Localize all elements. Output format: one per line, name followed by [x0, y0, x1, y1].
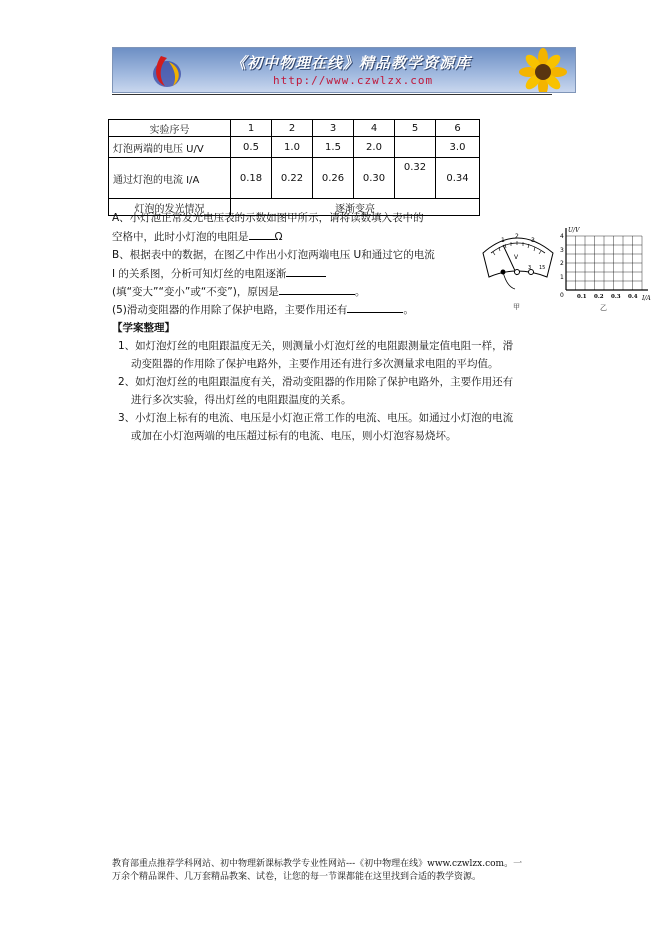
- graph-ytick: 2: [560, 260, 564, 267]
- graph-ylabel: U/V: [568, 227, 580, 234]
- sunflower-icon: [505, 48, 575, 92]
- ohm-unit: Ω: [274, 231, 283, 243]
- graph-origin: 0: [560, 292, 564, 299]
- table-cell: 0.32: [395, 158, 436, 199]
- table-cell: 灯泡两端的电压 U/V: [109, 137, 231, 158]
- question-b-line3: [112, 283, 365, 301]
- table-cell: 1: [231, 120, 272, 137]
- question-a-text: 空格中，此时小灯泡的电阻是: [112, 231, 249, 243]
- voltmeter-figure: [477, 225, 559, 311]
- table-cell: 0.22: [272, 158, 313, 199]
- answer-blank[interactable]: [279, 283, 355, 295]
- summary-p2-line2: 进行多次实验，得出灯丝的电阻跟温度的关系。: [131, 394, 352, 406]
- table-cell: 通过灯泡的电流 I/A: [109, 158, 231, 199]
- question-a-line2: [112, 228, 283, 246]
- table-cell: 实验序号: [109, 120, 231, 137]
- meter-label-right: 3: [531, 237, 535, 244]
- graph-grid: [566, 236, 642, 290]
- table-cell: 0.26: [313, 158, 354, 199]
- experiment-table: [108, 119, 480, 216]
- answer-blank[interactable]: [347, 301, 403, 313]
- logo-icon: [143, 48, 203, 92]
- question-5-text: (5)滑动变阻器的作用除了保护电路，主要作用还有: [112, 304, 348, 316]
- graph-ytick: 4: [560, 233, 564, 240]
- table-cell: 逐渐变亮: [231, 199, 480, 216]
- footer-line1: 教育部重点推荐学科网站、初中物理新课标教学专业性网站---《初中物理在线》www.czwlzx.com。一: [112, 859, 523, 869]
- ui-graph-figure: [556, 224, 656, 314]
- site-banner: [112, 47, 576, 93]
- table-cell-empty: [395, 137, 436, 158]
- meter-label-mid: 2: [515, 233, 519, 240]
- graph-caption: 乙: [600, 304, 607, 312]
- graph-xtick: 0.4: [628, 294, 638, 300]
- table-cell: 0.30: [354, 158, 395, 199]
- table-cell: 1.0: [272, 137, 313, 158]
- table-cell: 4: [354, 120, 395, 137]
- meter-caption: 甲: [513, 303, 520, 311]
- graph-xtick: 0.3: [611, 294, 621, 300]
- table-cell: 3.0: [436, 137, 480, 158]
- table-cell: 3: [313, 120, 354, 137]
- question-b-line1: B、根据表中的数据，在图乙中作出小灯泡两端电压 U和通过它的电流: [112, 249, 435, 261]
- question-b-text: (填“变大”“变小”或“不变”)，原因是: [112, 286, 279, 298]
- question-b-end: 。: [354, 286, 366, 298]
- meter-terminal-label: 15: [539, 265, 546, 271]
- answer-blank[interactable]: [286, 265, 326, 277]
- table-cell: 灯泡的发光情况: [109, 199, 231, 216]
- banner-url[interactable]: http://www.czwlzx.com: [273, 74, 434, 87]
- page-footer: [112, 858, 552, 884]
- footer-line2: 万余个精品课件、几万套精品教案、试卷，让您的每一节课都能在这里找到合适的教学资源。: [112, 872, 482, 882]
- table-cell: 5: [395, 120, 436, 137]
- summary-p1-line2: 动变阻器的作用除了保护电路外，主要作用还有进行多次测量求电阻的平均值。: [131, 358, 499, 370]
- question-b-line2: [112, 265, 326, 283]
- table-row: [109, 120, 480, 137]
- answer-blank[interactable]: [249, 228, 275, 240]
- summary-p2-line1: 2、如灯泡灯丝的电阻跟温度有关，滑动变阻器的作用除了保护电路外，主要作用还有: [118, 376, 514, 388]
- graph-xtick: 0.1: [577, 294, 587, 300]
- table-cell: 2.0: [354, 137, 395, 158]
- question-a-line1: A、小灯泡正常发光电压表的示数如图甲所示，请将读数填入表中的: [112, 212, 424, 224]
- table-cell: 0.34: [436, 158, 480, 199]
- table-row: [109, 137, 480, 158]
- meter-terminal-label: 3: [528, 265, 532, 271]
- graph-xtick: 0.2: [594, 294, 604, 300]
- summary-p3-line2: 或加在小灯泡两端的电压超过标有的电流、电压，则小灯泡容易烧坏。: [131, 430, 457, 442]
- question-5-end: 。: [403, 304, 414, 316]
- question-b-text: I 的关系图，分析可知灯丝的电阻逐渐: [112, 268, 287, 280]
- meter-unit: V: [514, 254, 519, 261]
- summary-p1-line1: 1、如灯泡灯丝的电阻跟温度无关，则测量小灯泡灯丝的电阻跟测量定值电阻一样，滑: [118, 340, 514, 352]
- header-rule: [112, 94, 552, 95]
- meter-terminal: [515, 270, 520, 275]
- graph-xlabel: I/A: [642, 295, 651, 302]
- meter-wire: [503, 272, 515, 289]
- table-cell: 6: [436, 120, 480, 137]
- table-cell: 2: [272, 120, 313, 137]
- table-row: [109, 158, 480, 199]
- summary-p3-line1: 3、小灯泡上标有的电流、电压是小灯泡正常工作的电流、电压。如通过小灯泡的电流: [118, 412, 514, 424]
- graph-ytick: 1: [560, 274, 564, 281]
- table-cell: 0.18: [231, 158, 272, 199]
- table-cell: 0.5: [231, 137, 272, 158]
- question-5: [112, 301, 414, 319]
- banner-title: 《初中物理在线》精品教学资源库: [231, 54, 472, 72]
- graph-ytick: 3: [560, 247, 564, 254]
- table-cell: 1.5: [313, 137, 354, 158]
- meter-label-left: 1: [501, 237, 505, 244]
- summary-title: 【学案整理】: [112, 322, 175, 334]
